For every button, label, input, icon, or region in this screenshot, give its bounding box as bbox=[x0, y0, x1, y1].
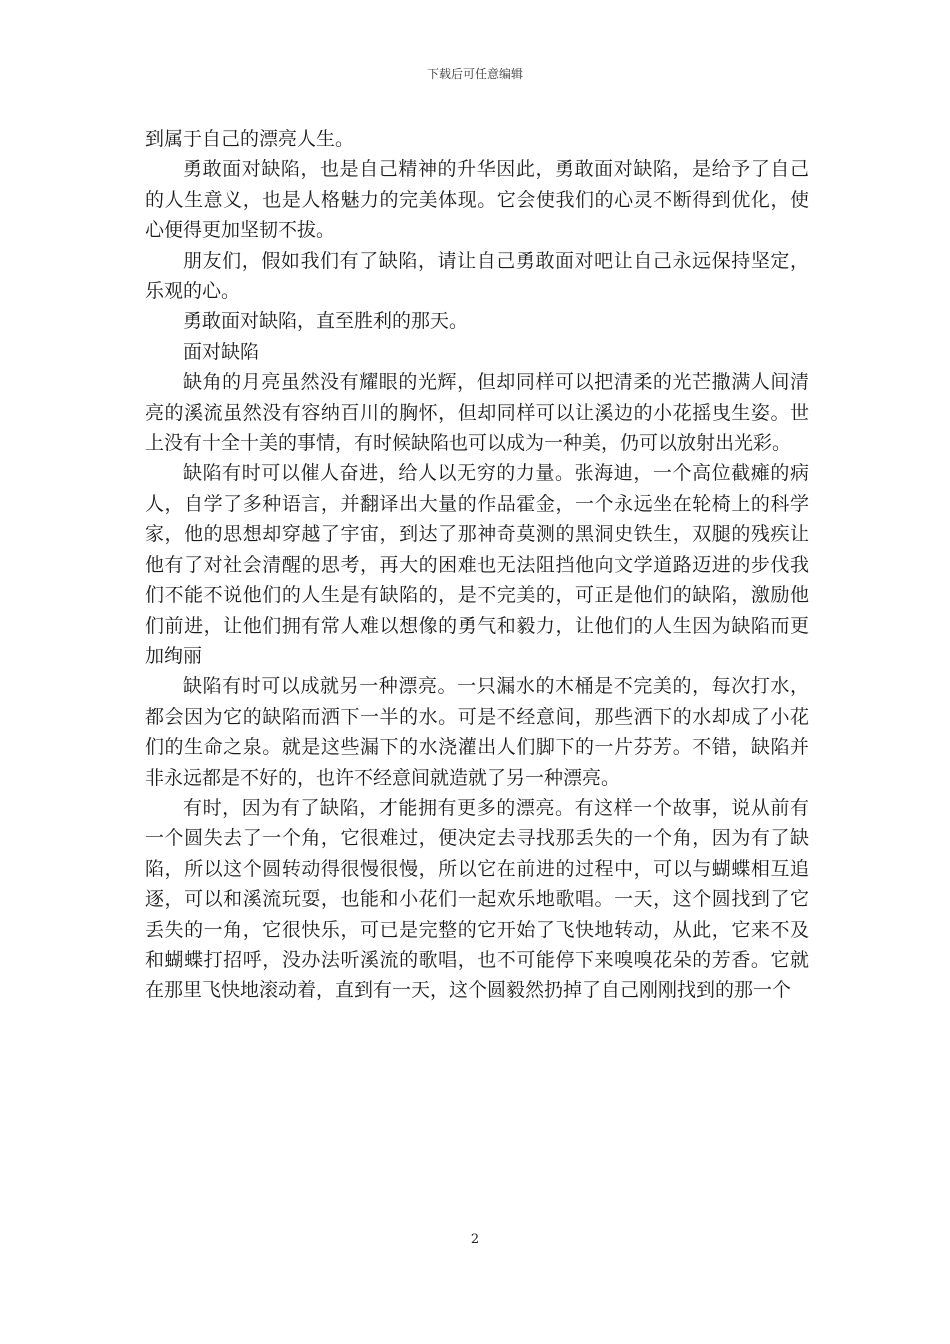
paragraph-continuation: 到属于自己的漂亮人生。 bbox=[145, 128, 355, 150]
page-number: 2 bbox=[470, 1232, 480, 1247]
section-title: 面对缺陷 bbox=[183, 340, 260, 363]
paragraph: 勇敢面对缺陷，直至胜利的那天。 bbox=[183, 310, 469, 333]
document-body bbox=[145, 124, 809, 1006]
paragraph: 朋友们，假如我们有了缺陷，请让自己勇敢面对吧让自己永远保持坚定，乐观的心。 bbox=[145, 249, 809, 303]
paragraph: 缺陷有时可以催人奋进，给人以无穷的力量。张海迪，一个高位截瘫的病人，自学了多种语言，并翻译出大量的作品霍金，一个永远坐在轮椅上的科学家，他的思想却穿越了宇宙，到达了那神奇莫测的黑洞史铁生，双腿的残疾让他有了对社会清醒的思考，再大的困难也无法阻挡他向文学道路迈进的步伐我们不能不说他们的人生是有缺陷的，是不完美的，可正是他们的缺陷，激励他们前进，让他们拥有常人难以想像的勇气和毅力，让他们的人生因为缺陷而更加绚丽 bbox=[145, 462, 809, 667]
paragraph: 缺陷有时可以成就另一种漂亮。一只漏水的木桶是不完美的，每次打水，都会因为它的缺陷而洒下一半的水。可是不经意间，那些洒下的水却成了小花们的生命之泉。就是这些漏下的水浇灌出人们脚下的一片芬芳。不错，缺陷并非永远都是不好的，也许不经意间就造就了另一种漂亮。 bbox=[145, 675, 809, 789]
paragraph: 有时，因为有了缺陷，才能拥有更多的漂亮。有这样一个故事，说从前有一个圆失去了一个角，它很难过，便决定去寻找那丢失的一个角，因为有了缺陷，所以这个圆转动得很慢很慢，所以它在前进的过程中，可以与蝴蝶相互追逐，可以和溪流玩耍，也能和小花们一起欢乐地歌唱。一天，这个圆找到了它丢失的一角，它很快乐，可已是完整的它开始了飞快地转动，从此，它来不及和蝴蝶打招呼，没办法听溪流的歌唱，也不可能停下来嗅嗅花朵的芳香。它就在那里飞快地滚动着，直到有一天，这个圆毅然扔掉了自己刚刚找到的那一个 bbox=[145, 796, 809, 1002]
paragraph: 勇敢面对缺陷，也是自己精神的升华因此，勇敢面对缺陷，是给予了自己的人生意义，也是人格魅力的完美体现。它会使我们的心灵不断得到优化，使心便得更加坚韧不拔。 bbox=[145, 158, 809, 242]
paragraph: 缺角的月亮虽然没有耀眼的光辉，但却同样可以把清柔的光芒撒满人间清亮的溪流虽然没有容纳百川的胸怀，但却同样可以让溪边的小花摇曳生姿。世上没有十全十美的事情，有时候缺陷也可以成为一种美，仍可以放射出光彩。 bbox=[145, 371, 809, 455]
page-header: 下载后可任意编辑 bbox=[426, 67, 523, 81]
